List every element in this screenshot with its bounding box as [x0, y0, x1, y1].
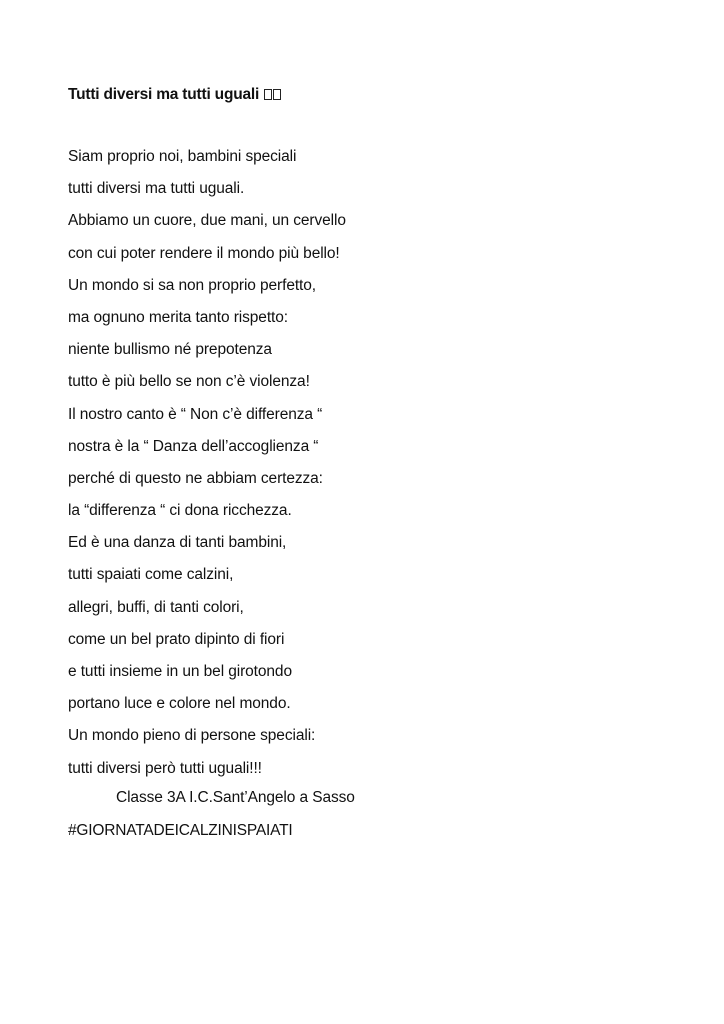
- poem-line: portano luce e colore nel mondo.: [68, 695, 291, 713]
- poem-line: Ed è una danza di tanti bambini,: [68, 534, 287, 552]
- poem-line: tutti diversi ma tutti uguali.: [68, 180, 245, 198]
- poem-line: nostra è la “ Danza dell’accoglienza “: [68, 437, 319, 455]
- poem-line: Il nostro canto è “ Non c’è differenza “: [68, 405, 323, 423]
- missing-glyph-icon: [264, 89, 272, 100]
- poem-line: ma ognuno merita tanto rispetto:: [68, 308, 288, 326]
- poem-line: niente bullismo né prepotenza: [68, 341, 272, 359]
- poem-line: Abbiamo un cuore, due mani, un cervello: [68, 212, 346, 230]
- poem-line: tutti spaiati come calzini,: [68, 566, 234, 584]
- poem-line: e tutti insieme in un bel girotondo: [68, 663, 292, 680]
- poem-line: Un mondo si sa non proprio perfetto,: [68, 276, 316, 294]
- poem-line: la “differenza “ ci dona ricchezza.: [68, 502, 292, 520]
- poem-title-text: Tutti diversi ma tutti uguali: [68, 86, 260, 103]
- missing-glyph-icon: [273, 89, 281, 100]
- poem-line: perché di questo ne abbiam certezza:: [68, 469, 323, 487]
- poem-line: allegri, buffi, di tanti colori,: [68, 598, 244, 616]
- poem-title: [68, 86, 281, 104]
- class-signature: Classe 3A I.C.Sant’Angelo a Sasso: [116, 789, 355, 806]
- poem-body: [68, 146, 668, 790]
- poem-line: Un mondo pieno di persone speciali:: [68, 727, 316, 745]
- poem-line: con cui poter rendere il mondo più bello!: [68, 244, 340, 262]
- poem-line: tutti diversi però tutti uguali!!!: [68, 759, 262, 777]
- poem-line: come un bel prato dipinto di fiori: [68, 630, 285, 648]
- poem-line: Siam proprio noi, bambini speciali: [68, 148, 297, 165]
- hashtag: #GIORNATADEICALZINISPAIATI: [68, 822, 293, 839]
- poem-line: tutto è più bello se non c’è violenza!: [68, 373, 310, 391]
